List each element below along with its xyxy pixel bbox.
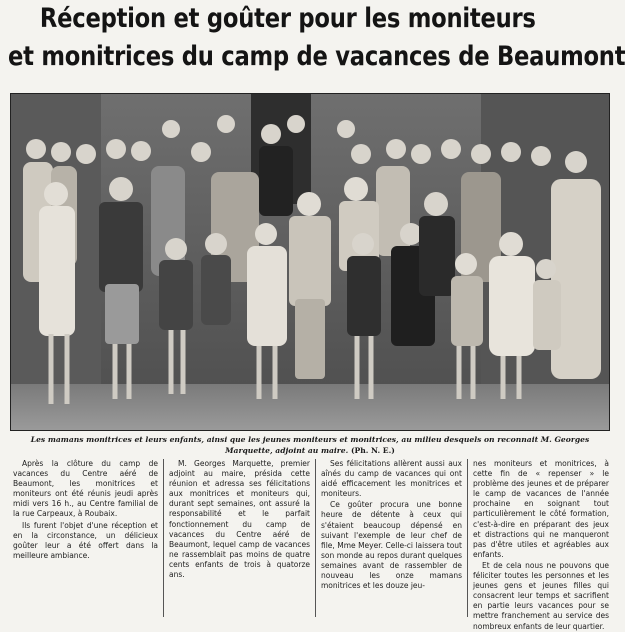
column-3 — [315, 459, 467, 617]
paragraph: Après la clôture du camp de vacances du Centre aéré de Beaumont, les monitrices et moniteurs ont été réunis jeudi après midi vers 16 h., au Centre familial de la rue Carpeaux, à Roubaix. — [13, 459, 158, 519]
column-2 — [163, 459, 315, 617]
headline-line-2: et monitrices du camp de vacances de Beaumont — [8, 41, 625, 72]
paragraph: nes moniteurs et monitrices, à cette fin de « repenser » le problème des jeunes et de préparer le camp de vacances de l'année prochaine en soignant tout particulièrement le côté formation, c'est-à-dire en préparant des jeux et distractions qui ne manqueront pas d'être utiles et agréables aux enfants. — [473, 459, 609, 559]
photo-credit: (Ph. N. E.) — [350, 446, 395, 455]
paragraph: Ils furent l'objet d'une réception et en la circonstance, un délicieux goûter leur a été offert dans la meilleure ambiance. — [13, 520, 158, 560]
article-body — [8, 459, 614, 631]
column-1 — [8, 459, 163, 617]
article-headline — [8, 0, 625, 76]
paragraph: Ses félicitations allèrent aussi aux aînés du camp de vacances qui ont aidé efficacement les monitrices et moniteurs. — [321, 459, 462, 499]
paragraph: Et de cela nous ne pouvons que féliciter toutes les personnes et les jeunes gens et jeunes filles qui consacrent leur temps et sacrifient en partie leurs vacances pour se mettre franchement au service des nombreux enfants de leur quartier. — [473, 560, 609, 631]
paragraph: Ce goûter procura une bonne heure de détente à ceux qui s'étaient beaucoup dépensé en suivant l'exemple de leur chef de file, Mme Meyer. Celle-ci laissera tout son monde au repos durant quelques semaines avant de rassembler de nouveau les onze mamans monitrices et les douze jeu- — [321, 500, 462, 591]
column-4 — [467, 459, 614, 631]
caption-text: Les mamans monitrices et leurs enfants, ainsi que les jeunes moniteurs et monitrices, au milieu desquels on reconnait M. Georges Marquette, adjoint au maire. — [30, 435, 590, 455]
photo-caption — [10, 434, 610, 456]
headline-line-1: Réception et goûter pour les moniteurs — [39, 3, 536, 34]
paragraph: M. Georges Marquette, premier adjoint au maire, présida cette réunion et adressa ses félicitations aux monitrices et moniteurs qui, durant sept semaines, ont assuré la responsabilité et le parfait fonctionnement du camp de vacances du Centre aéré de Beaumont, lequel camp de vacances ne rassemblait pas moins de quatre cents enfants de trois à quatorze ans. — [169, 459, 310, 580]
group-photo — [10, 93, 610, 431]
